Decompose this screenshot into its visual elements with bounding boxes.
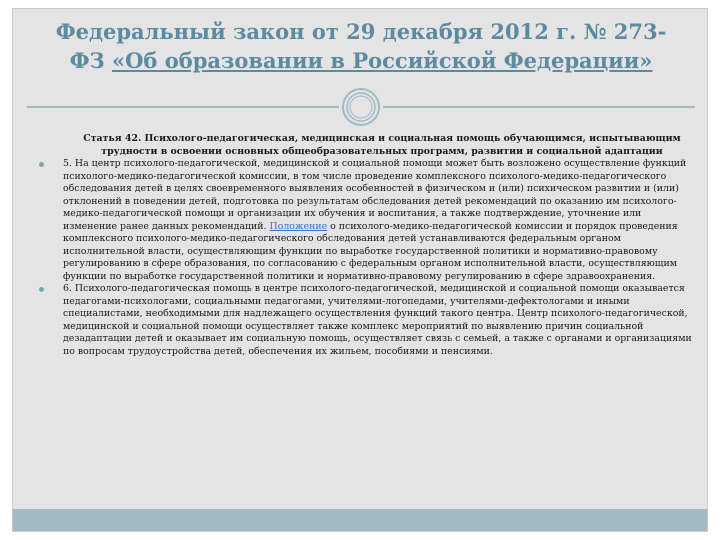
article-content bbox=[51, 133, 693, 358]
article-heading: Статья 42. Психолого-педагогическая, медицинская и социальная помощь обучающимся, испытывающим трудности в освоении основных общеобразовательных программ, развитии и социальной адаптации bbox=[83, 133, 681, 157]
paragraph-5-text-start: 5. На центр психолого-педагогической, медицинской и социальной помощи может быть возложено осуществление функций психолого-медико-педагогической комиссии, в том числе проведение комплексного психолого-медико-педагогического обследования детей в целях своевременного выявления особенностей в физическом и (или) психическом развитии и (или) отклонений в поведении детей, подготовка по результатам обследования детей рекомендаций по оказанию им психолого-медико-педагогической помощи и организации их обучения и воспитания, а также подтверждение, уточнение или изменение ранее данных рекомендаций. bbox=[63, 158, 687, 232]
divider-left bbox=[27, 106, 339, 108]
paragraph-6-text: 6. Психолого-педагогическая помощь в центре психолого-педагогической, медицинской и социальной помощи оказывается педагогами-психологами, социальными педагогами, учителями-логопедами, учителями-дефектологами и иными специалистами, необходимыми для надлежащего осуществления функций такого центра. Центр психолого-педагогической, медицинской и социальной помощи осуществляет также комплекс мероприятий по выявлению причин социальной дезадаптации детей и оказывает им социальную помощь, осуществляет связь с семьей, а также с органами и организациями по вопросам трудоустройства детей, обеспечения их жильем, пособиями и пенсиями. bbox=[63, 283, 692, 357]
regulation-link[interactable]: Положение bbox=[269, 220, 328, 232]
title-line-2 bbox=[13, 46, 709, 75]
slide-title bbox=[13, 17, 709, 75]
circle-ornament-icon bbox=[341, 87, 381, 127]
bullet-icon bbox=[39, 287, 44, 292]
slide bbox=[12, 8, 708, 532]
title-law-name: «Об образовании в Российской Федерации» bbox=[111, 48, 653, 73]
footer-bar bbox=[13, 509, 707, 531]
paragraph-6 bbox=[51, 283, 693, 358]
bullet-icon bbox=[39, 162, 44, 167]
paragraph-5 bbox=[51, 158, 693, 283]
paragraph-5-text-end: о психолого-медико-педагогической комиссии и порядок проведения комплексного психолого-медико-педагогического обследования детей устанавливаются федеральным органом исполнительной власти, осуществляющим функции по выработке государственной политики и нормативно-правовому регулированию в сфере образования, по согласованию с федеральным органом исполнительной власти, осуществляющим функции по выработке государственной политики и нормативно-правовому регулированию в сфере здравоохранения. bbox=[63, 220, 678, 282]
title-line-2-prefix: ФЗ bbox=[69, 48, 112, 73]
title-line-1: Федеральный закон от 29 декабря 2012 г. № 273- bbox=[55, 19, 667, 44]
divider-right bbox=[383, 106, 695, 108]
